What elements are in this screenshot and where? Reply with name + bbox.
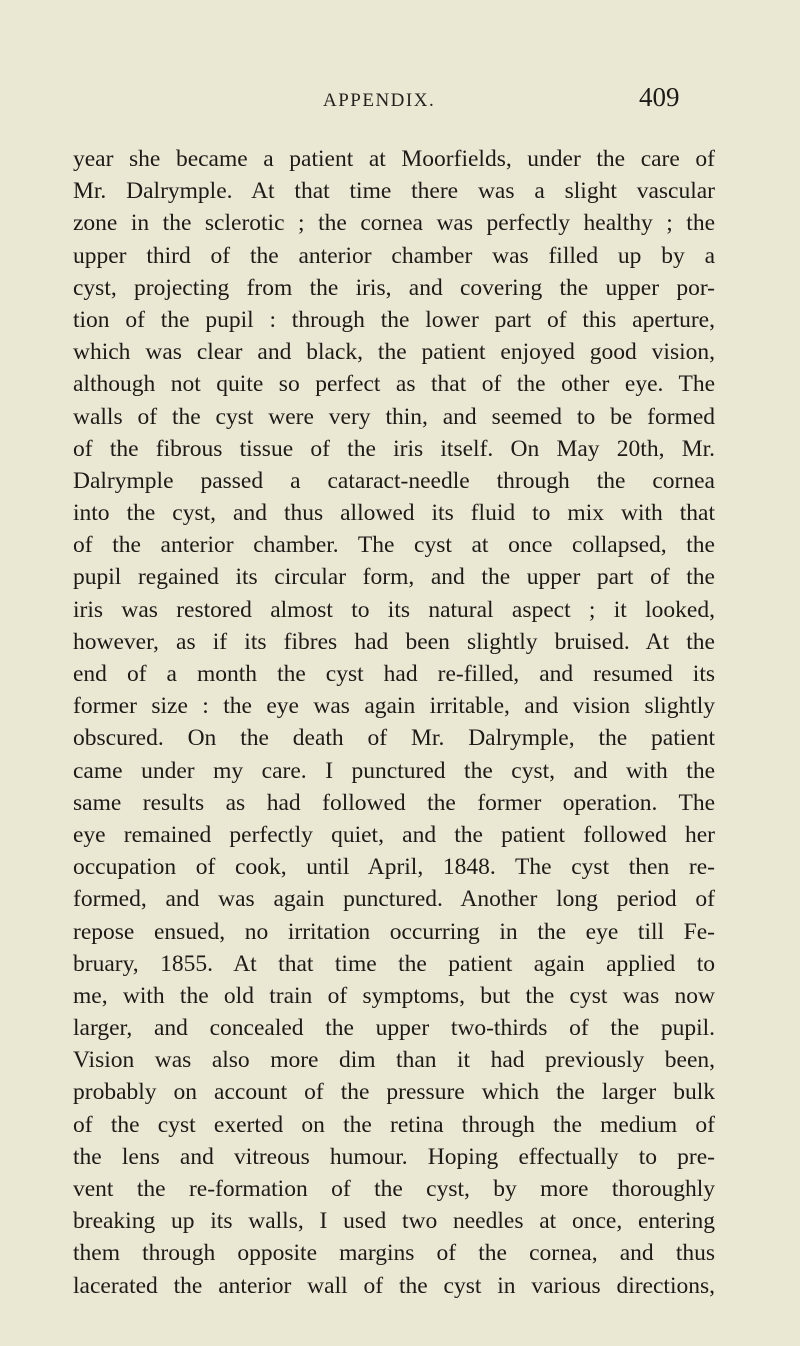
text-line: pupil regained its circular form, and the upper part of the xyxy=(73,564,715,591)
text-line: lacerated the anterior wall of the cyst in various directions, xyxy=(73,1272,715,1299)
text-line: me, with the old train of symptoms, but the cyst was now xyxy=(73,982,715,1009)
text-line: eye remained perfectly quiet, and the patient followed her xyxy=(73,821,715,848)
text-line: of the cyst exerted on the retina through the medium of xyxy=(73,1111,715,1138)
text-line: Dalrymple passed a cataract-needle through the cornea xyxy=(73,467,715,494)
text-line: which was clear and black, the patient enjoyed good vision, xyxy=(73,339,715,366)
text-line: however, as if its fibres had been slightly bruised. At the xyxy=(73,628,715,655)
text-line: iris was restored almost to its natural aspect ; it looked, xyxy=(73,596,715,623)
text-line: formed, and was again punctured. Another long period of xyxy=(73,886,715,913)
text-line: probably on account of the pressure which the larger bulk xyxy=(73,1079,715,1106)
text-line: of the anterior chamber. The cyst at once collapsed, the xyxy=(73,532,715,559)
text-line: bruary, 1855. At that time the patient again applied to xyxy=(73,950,715,977)
text-line: tion of the pupil : through the lower part of this aperture, xyxy=(73,306,715,333)
text-line: upper third of the anterior chamber was filled up by a xyxy=(73,242,715,269)
body-text xyxy=(73,143,715,1302)
text-line: walls of the cyst were very thin, and seemed to be formed xyxy=(73,403,715,430)
text-line: vent the re-formation of the cyst, by more thoroughly xyxy=(73,1176,715,1202)
text-line: repose ensued, no irritation occurring in the eye till Fe- xyxy=(73,918,715,945)
text-line: cyst, projecting from the iris, and covering the upper por- xyxy=(73,274,715,301)
text-line: Mr. Dalrymple. At that time there was a slight vascular xyxy=(73,178,715,205)
text-line: although not quite so perfect as that of the other eye. The xyxy=(73,371,715,398)
text-line: Vision was also more dim than it had previously been, xyxy=(73,1047,715,1074)
text-line: end of a month the cyst had re-filled, and resumed its xyxy=(73,661,715,687)
text-line: year she became a patient at Moorfields, under the care of xyxy=(73,146,715,172)
text-line: of the fibrous tissue of the iris itself. On May 20th, Mr. xyxy=(73,435,715,462)
running-head: APPENDIX. xyxy=(323,90,436,111)
text-line: breaking up its walls, I used two needles at once, entering xyxy=(73,1208,715,1235)
text-line: former size : the eye was again irritable, and vision slightly xyxy=(73,693,715,720)
text-line: larger, and concealed the upper two-thirds of the pupil. xyxy=(73,1015,715,1042)
text-line: into the cyst, and thus allowed its fluid to mix with that xyxy=(73,500,715,527)
text-line: obscured. On the death of Mr. Dalrymple, the patient xyxy=(73,725,715,752)
text-line: occupation of cook, until April, 1848. The cyst then re- xyxy=(73,854,715,881)
page-number: 409 xyxy=(639,82,680,112)
text-line: came under my care. I punctured the cyst, and with the xyxy=(73,757,715,784)
text-line: the lens and vitreous humour. Hoping effectually to pre- xyxy=(73,1143,715,1170)
text-line: them through opposite margins of the cornea, and thus xyxy=(73,1240,715,1267)
text-line: zone in the sclerotic ; the cornea was perfectly healthy ; the xyxy=(73,210,715,237)
page-header xyxy=(0,82,800,122)
text-line: same results as had followed the former operation. The xyxy=(73,789,715,816)
